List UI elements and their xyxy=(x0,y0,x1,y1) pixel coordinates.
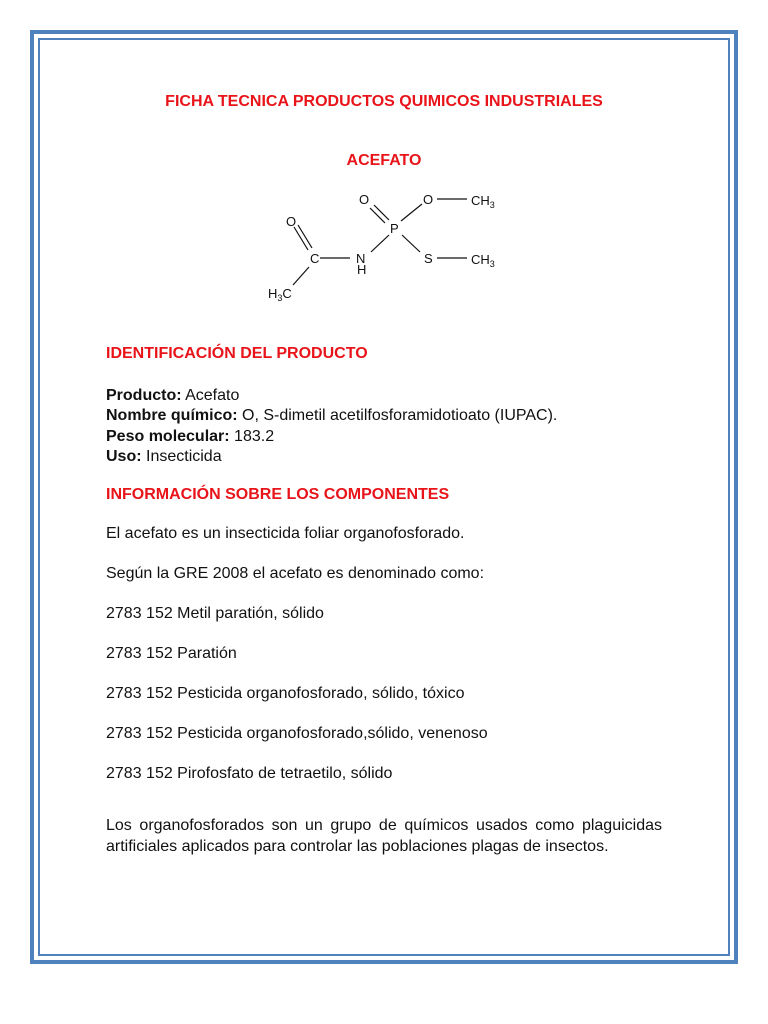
atom-o-carbonyl: O xyxy=(286,214,297,229)
atom-c: C xyxy=(310,251,320,266)
atom-o-double-p: O xyxy=(359,192,370,207)
atom-h: H xyxy=(357,262,367,277)
section-heading-componentes: INFORMACIÓN SOBRE LOS COMPONENTES xyxy=(106,486,450,503)
atom-o-ester: O xyxy=(423,192,434,207)
atom-n: N xyxy=(356,251,366,266)
list-item: 2783 152 Pesticida organofosforado,sólido, venenoso xyxy=(106,725,488,742)
document-title: FICHA TECNICA PRODUCTOS QUIMICOS INDUSTRIALES xyxy=(165,93,603,110)
paragraph-intro: El acefato es un insecticida foliar organofosforado. xyxy=(106,525,465,542)
field-nombre-quimico: Nombre químico: O, S-dimetil acetilfosforamidotioato (IUPAC). xyxy=(106,407,558,424)
list-item: 2783 152 Metil paratión, sólido xyxy=(106,605,324,622)
atom-s: S xyxy=(424,251,433,266)
section-heading-identificacion: IDENTIFICACIÓN DEL PRODUCTO xyxy=(106,345,368,362)
list-item: 2783 152 Pesticida organofosforado, sólido, tóxico xyxy=(106,685,465,702)
field-producto: Producto: Acefato xyxy=(106,387,240,404)
acephate-structure-diagram xyxy=(250,185,520,310)
field-peso-molecular: Peso molecular: 183.2 xyxy=(106,428,275,445)
list-item: 2783 152 Paratión xyxy=(106,645,237,662)
atom-ch3-top: $CH_3$ xyxy=(471,193,495,210)
paragraph-closing: Los organofosforados son un grupo de químicos usados como plaguicidas artificiales aplicados para controlar las poblaciones plagas de insectos. xyxy=(106,817,662,855)
product-subtitle: ACEFATO xyxy=(346,152,422,169)
atom-h3c: $H_3C$ xyxy=(268,286,292,303)
field-uso: Uso: Insecticida xyxy=(106,448,222,465)
paragraph-gre: Según la GRE 2008 el acefato es denominado como: xyxy=(106,565,485,582)
atom-ch3-bottom: $CH_3$ xyxy=(471,252,495,269)
atom-p: P xyxy=(390,221,399,236)
list-item: 2783 152 Pirofosfato de tetraetilo, sólido xyxy=(106,765,393,782)
